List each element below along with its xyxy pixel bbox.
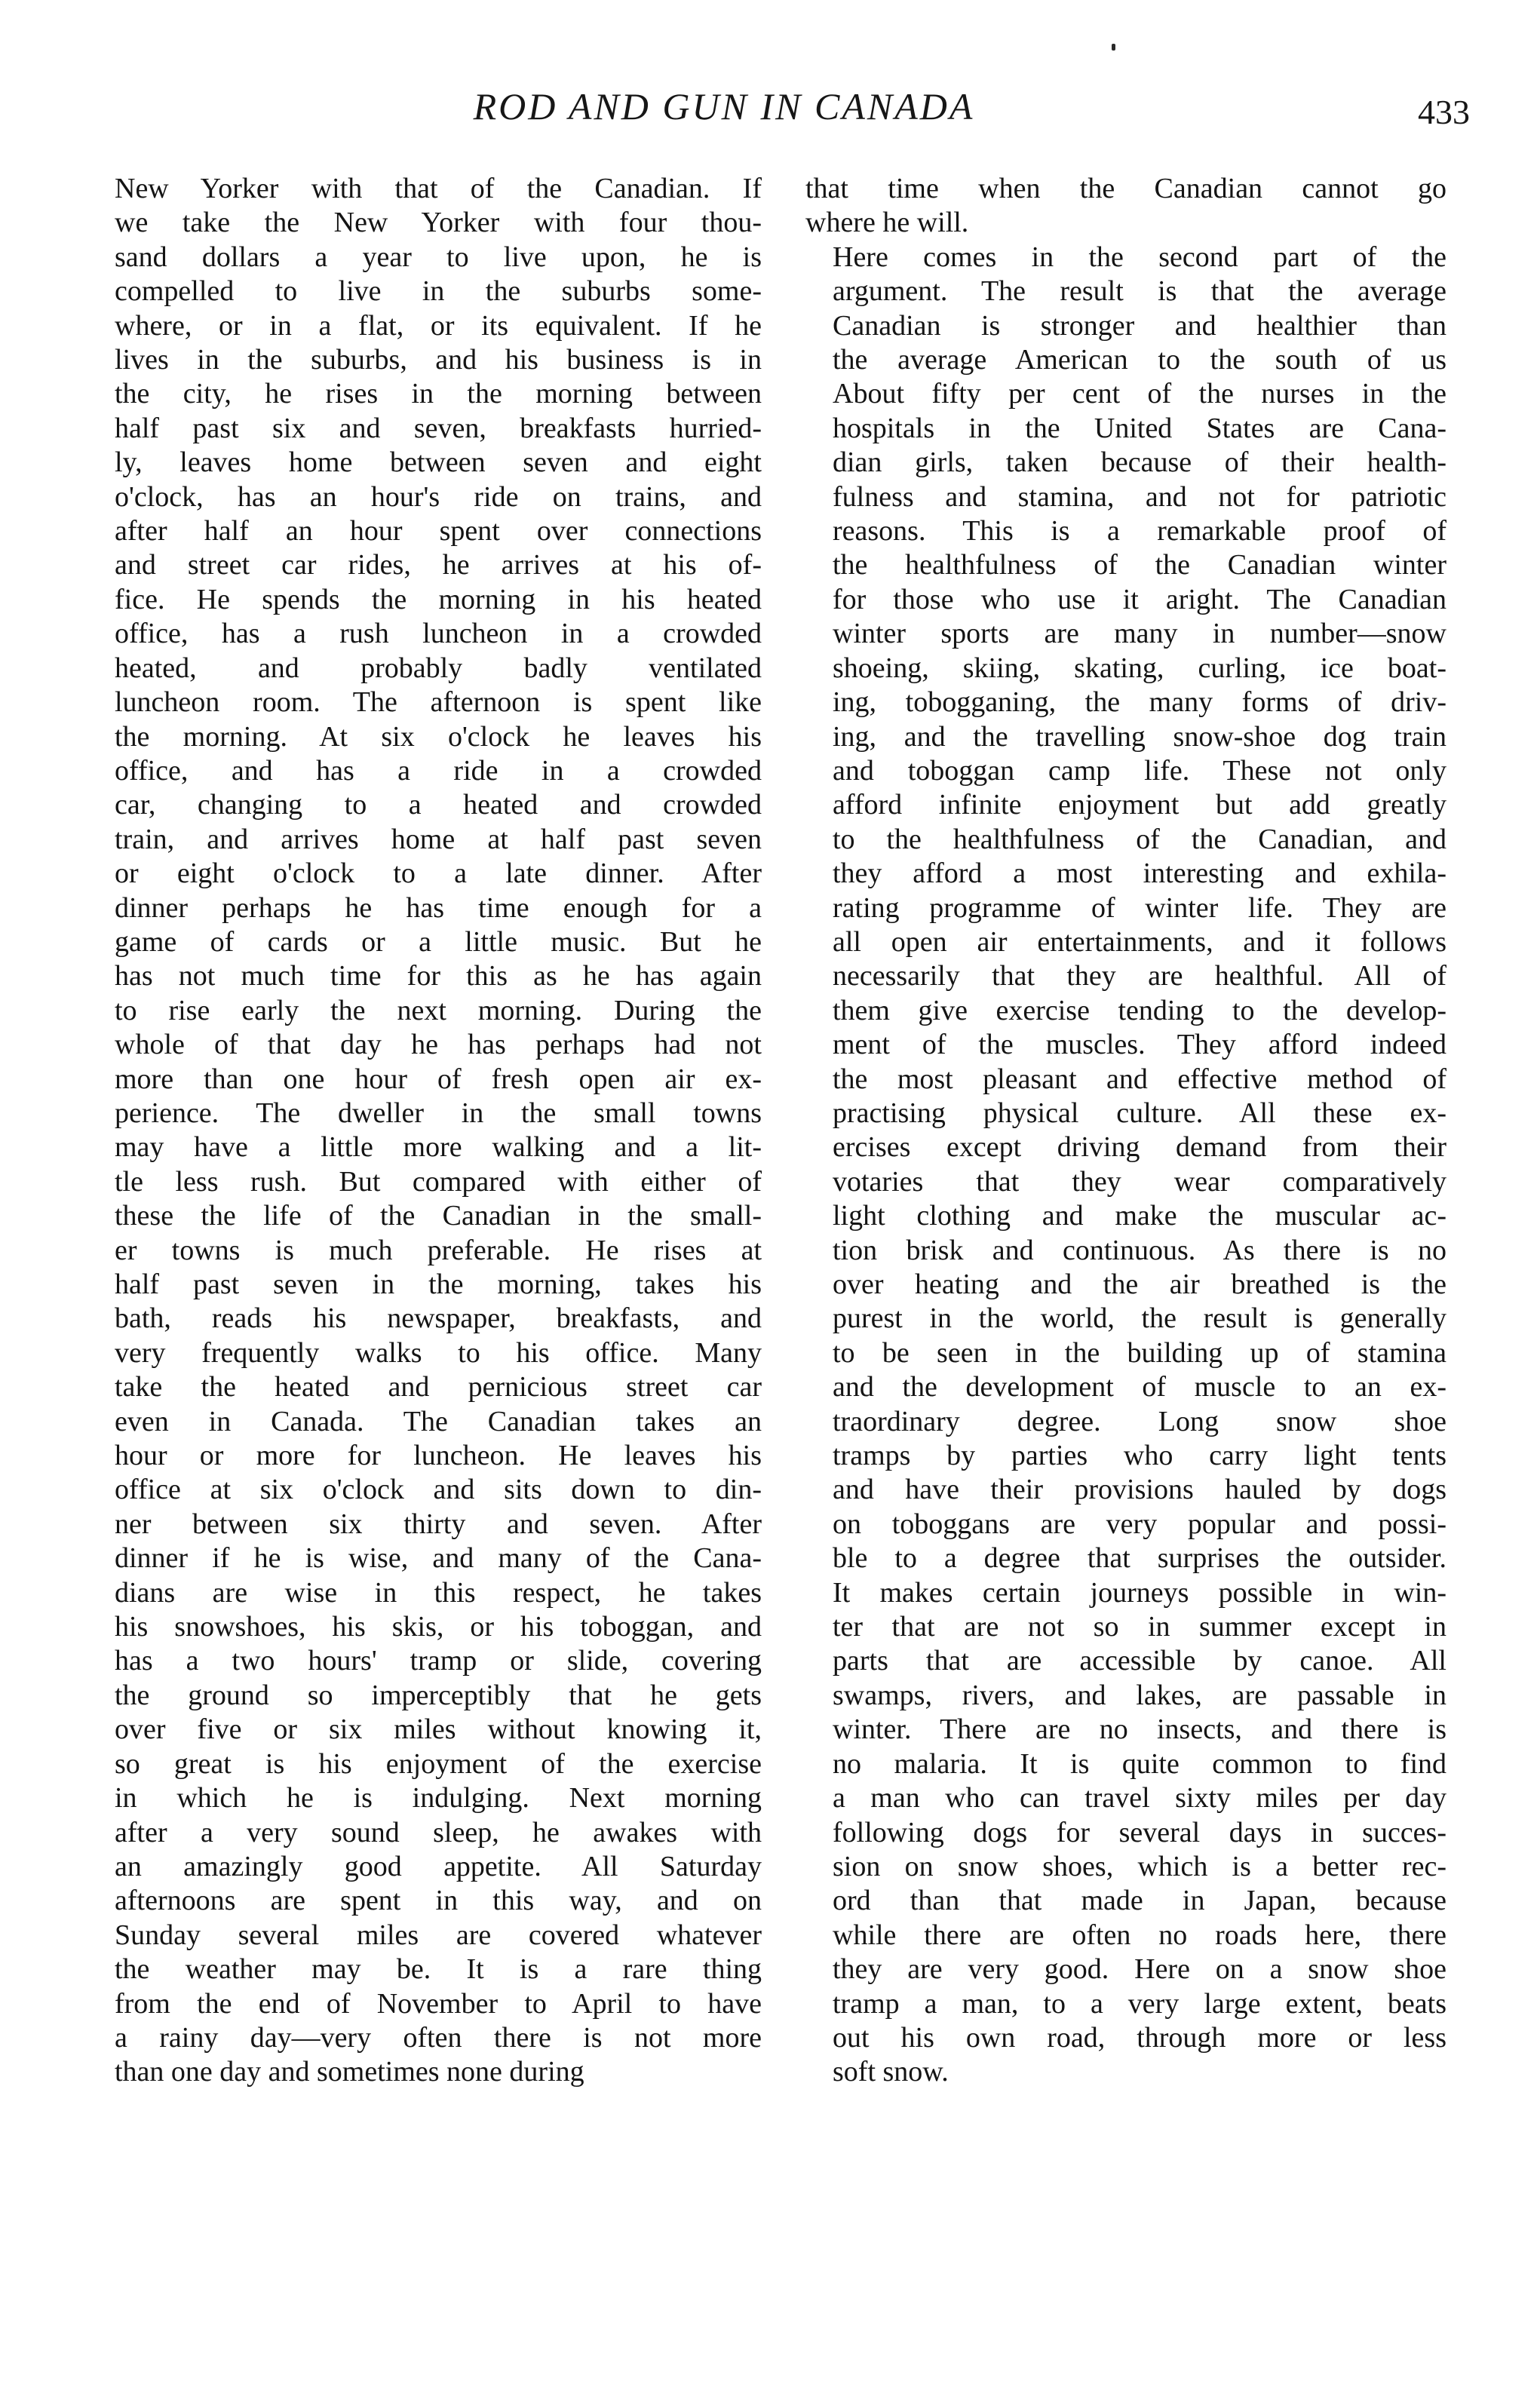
text-line: tramp a man, to a very large extent, beats <box>833 1987 1446 2020</box>
text-line: ord than that made in Japan, because <box>833 1885 1446 1917</box>
right-column-paragraph-1 <box>805 172 1446 241</box>
text-line: car, changing to a heated and crowded <box>115 789 762 821</box>
text-line: It makes certain journeys possible in win- <box>833 1576 1446 1609</box>
text-line: New Yorker with that of the Canadian. If <box>115 173 762 204</box>
text-line: traordinary degree. Long snow shoe <box>833 1405 1446 1437</box>
text-line: perience. The dweller in the small towns <box>115 1097 762 1129</box>
text-line: the morning. At six o'clock he leaves his <box>115 720 762 753</box>
text-line: Sunday several miles are covered whatever <box>115 1919 762 1951</box>
text-line: the most pleasant and effective method of <box>833 1063 1446 1095</box>
text-line: tramps by parties who carry light tents <box>833 1440 1446 1472</box>
text-line: following dogs for several days in succes- <box>833 1816 1446 1848</box>
text-line: sion on snow shoes, which is a better rec- <box>833 1850 1446 1882</box>
text-line: office, has a rush luncheon in a crowded <box>115 618 762 650</box>
text-line: game of cards or a little music. But he <box>115 925 762 958</box>
text-line: to rise early the next morning. During the <box>115 994 762 1026</box>
text-line: over heating and the air breathed is the <box>833 1269 1446 1300</box>
text-line: and the development of muscle to an ex- <box>833 1371 1446 1404</box>
text-line: on toboggans are very popular and possi- <box>833 1508 1446 1540</box>
text-line: after a very sound sleep, he awakes with <box>115 1816 762 1848</box>
text-line: they are very good. Here on a snow shoe <box>833 1953 1446 1986</box>
text-line: so great is his enjoyment of the exercise <box>115 1747 762 1780</box>
text-line: ner between six thirty and seven. After <box>115 1508 762 1540</box>
text-line: shoeing, skiing, skating, curling, ice boat- <box>833 652 1446 684</box>
running-title: ROD AND GUN IN CANADA <box>473 85 975 127</box>
text-line: no malaria. It is quite common to find <box>833 1747 1446 1780</box>
text-line: afford infinite enjoyment but add greatly <box>833 789 1446 821</box>
text-line: in which he is indulging. Next morning <box>115 1782 762 1815</box>
text-line: luncheon room. The afternoon is spent like <box>115 686 762 719</box>
text-line: these the life of the Canadian in the small- <box>115 1200 762 1232</box>
text-line: winter. There are no insects, and there is <box>833 1713 1446 1746</box>
text-line: lives in the suburbs, and his business is in <box>115 344 762 376</box>
text-line: dian girls, taken because of their health- <box>833 446 1446 479</box>
text-line: rating programme of winter life. They are <box>833 891 1446 924</box>
text-line: the city, he rises in the morning between <box>115 378 762 410</box>
text-line: from the end of November to April to have <box>115 1987 762 2020</box>
text-line: necessarily that they are healthful. All of <box>833 960 1446 992</box>
text-line: all open air entertainments, and it follows <box>833 925 1446 958</box>
text-line: they afford a most interesting and exhila- <box>833 857 1446 890</box>
text-line: practising physical culture. All these ex- <box>833 1097 1446 1129</box>
text-line: votaries that they wear comparatively <box>833 1165 1446 1198</box>
text-line: compelled to live in the suburbs some- <box>115 275 762 308</box>
text-line: afternoons are spent in this way, and on <box>115 1885 762 1917</box>
left-column <box>115 172 762 2090</box>
text-line: bath, reads his newspaper, breakfasts, and <box>115 1302 762 1335</box>
text-line: fice. He spends the morning in his heated <box>115 583 762 615</box>
text-line: after half an hour spent over connections <box>115 515 762 548</box>
left-column-paragraph <box>115 172 762 2090</box>
print-speck <box>1112 44 1115 51</box>
text-line: over five or six miles without knowing it, <box>115 1713 762 1746</box>
text-line: whole of that day he has perhaps had not <box>115 1029 762 1061</box>
right-column <box>805 172 1446 2090</box>
text-line: parts that are accessible by canoe. All <box>833 1645 1446 1677</box>
text-line: and toboggan camp life. These not only <box>833 754 1446 787</box>
text-line: a man who can travel sixty miles per day <box>833 1782 1446 1815</box>
text-line: office at six o'clock and sits down to din- <box>115 1474 762 1506</box>
text-line: and street car rides, he arrives at his of- <box>115 549 762 581</box>
text-line: ter that are not so in summer except in <box>833 1611 1446 1643</box>
text-line: swamps, rivers, and lakes, are passable in <box>833 1679 1446 1711</box>
text-line: or eight o'clock to a late dinner. After <box>115 857 762 890</box>
text-line: very frequently walks to his office. Many <box>115 1336 762 1369</box>
text-line: train, and arrives home at half past seven <box>115 823 762 855</box>
page-number: 433 <box>1418 93 1470 131</box>
text-line: light clothing and make the muscular ac- <box>833 1200 1446 1232</box>
text-line: where he will. <box>805 207 969 239</box>
text-line: out his own road, through more or less <box>833 2021 1446 2054</box>
text-line: tion brisk and continuous. As there is no <box>833 1234 1446 1266</box>
text-line: ment of the muscles. They afford indeed <box>833 1029 1446 1061</box>
text-line: dinner perhaps he has time enough for a <box>115 891 762 924</box>
text-line: dinner if he is wise, and many of the Cana- <box>115 1542 762 1575</box>
text-line: to the healthfulness of the Canadian, and <box>833 823 1446 855</box>
text-line: even in Canada. The Canadian takes an <box>115 1405 762 1437</box>
text-line: that time when the Canadian cannot go <box>805 173 1446 204</box>
text-line: half past seven in the morning, takes his <box>115 1269 762 1300</box>
text-line: and have their provisions hauled by dogs <box>833 1474 1446 1506</box>
text-line: where, or in a flat, or its equivalent. If he <box>115 309 762 342</box>
text-line: hour or more for luncheon. He leaves his <box>115 1440 762 1472</box>
text-line: o'clock, has an hour's ride on trains, and <box>115 480 762 513</box>
text-line: the healthfulness of the Canadian winter <box>833 549 1446 581</box>
text-line: heated, and probably badly ventilated <box>115 652 762 684</box>
text-line: About fifty per cent of the nurses in the <box>833 378 1446 410</box>
text-line: has not much time for this as he has again <box>115 960 762 992</box>
text-line: fulness and stamina, and not for patriotic <box>833 480 1446 513</box>
text-line: ing, tobogganing, the many forms of driv- <box>833 686 1446 719</box>
text-line: them give exercise tending to the develop- <box>833 994 1446 1026</box>
text-line: an amazingly good appetite. All Saturday <box>115 1850 762 1882</box>
text-line: Here comes in the second part of the <box>833 241 1446 273</box>
text-line: we take the New Yorker with four thou- <box>115 207 762 239</box>
text-line: the ground so imperceptibly that he gets <box>115 1679 762 1711</box>
text-line: half past six and seven, breakfasts hurried- <box>115 412 762 444</box>
text-line: office, and has a ride in a crowded <box>115 754 762 787</box>
text-line: his snowshoes, his skis, or his toboggan, and <box>115 1611 762 1643</box>
text-line: ly, leaves home between seven and eight <box>115 446 762 479</box>
text-line: the weather may be. It is a rare thing <box>115 1953 762 1986</box>
text-line: argument. The result is that the average <box>833 275 1446 308</box>
text-line: while there are often no roads here, there <box>833 1919 1446 1951</box>
text-line: to be seen in the building up of stamina <box>833 1336 1446 1369</box>
text-line: purest in the world, the result is generally <box>833 1302 1446 1335</box>
text-line: hospitals in the United States are Cana- <box>833 412 1446 444</box>
text-line: reasons. This is a remarkable proof of <box>833 515 1446 548</box>
text-line: ble to a degree that surprises the outsider. <box>833 1542 1446 1575</box>
text-line: for those who use it aright. The Canadian <box>833 583 1446 615</box>
text-line: ing, and the travelling snow-shoe dog train <box>833 720 1446 753</box>
text-line: soft snow. <box>833 2056 949 2088</box>
text-line: take the heated and pernicious street car <box>115 1371 762 1404</box>
text-line: Canadian is stronger and healthier than <box>833 309 1446 342</box>
text-line: has a two hours' tramp or slide, covering <box>115 1645 762 1677</box>
text-line: the average American to the south of us <box>833 344 1446 376</box>
text-line: ercises except driving demand from their <box>833 1131 1446 1164</box>
right-column-paragraph-2 <box>805 241 1446 2090</box>
text-line: er towns is much preferable. He rises at <box>115 1234 762 1266</box>
text-line: than one day and sometimes none during <box>115 2056 584 2088</box>
text-line: more than one hour of fresh open air ex- <box>115 1063 762 1095</box>
text-line: dians are wise in this respect, he takes <box>115 1576 762 1609</box>
text-line: tle less rush. But compared with either of <box>115 1165 762 1198</box>
text-line: a rainy day—very often there is not more <box>115 2021 762 2054</box>
text-line: may have a little more walking and a lit- <box>115 1131 762 1164</box>
text-line: winter sports are many in number—snow <box>833 618 1446 650</box>
text-line: sand dollars a year to live upon, he is <box>115 241 762 273</box>
